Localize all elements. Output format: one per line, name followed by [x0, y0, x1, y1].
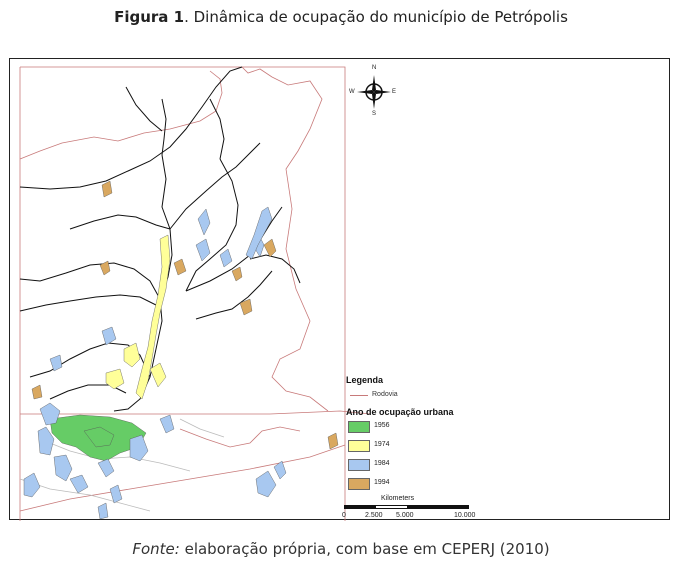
urban-1974 — [106, 369, 124, 389]
urban-1984 — [102, 327, 116, 345]
boundary-line — [20, 71, 222, 159]
legend-item-label: 1956 — [374, 422, 390, 429]
compass-west: W — [349, 89, 355, 95]
legend-item-label: 1994 — [374, 479, 390, 486]
urban-1984 — [256, 471, 276, 497]
legend-item — [346, 439, 496, 455]
scale-bar-graphic — [344, 505, 469, 509]
legend-swatch — [348, 478, 370, 490]
road-line — [250, 255, 300, 283]
urban-1984 — [98, 503, 108, 519]
road-line — [20, 295, 156, 311]
boundary-line — [20, 445, 345, 511]
legend-item — [346, 477, 496, 493]
road-line — [170, 143, 260, 229]
legend-item — [346, 420, 496, 436]
scale-tick: 5.000 — [396, 512, 414, 519]
road-line — [20, 263, 160, 299]
figure-title-text: . Dinâmica de ocupação do município de Petrópolis — [184, 8, 568, 26]
urban-1974 — [124, 343, 140, 367]
map-canvas — [10, 59, 671, 521]
compass-south: S — [372, 111, 377, 117]
legend-title: Legenda — [346, 375, 384, 385]
legend-subtitle: Ano de ocupação urbana — [346, 407, 454, 417]
road-line — [162, 99, 166, 155]
figure-caption — [0, 540, 682, 558]
legend-road-entry — [346, 391, 496, 401]
scale-segment — [345, 506, 376, 508]
legend-road-label: Rodovia — [372, 391, 398, 398]
figure-title — [0, 8, 682, 26]
scale-segment — [376, 506, 407, 508]
urban-1984 — [196, 239, 210, 261]
legend-swatch — [348, 421, 370, 433]
legend-item-label: 1974 — [374, 441, 390, 448]
legend-item-label: 1984 — [374, 460, 390, 467]
legend-swatch — [348, 440, 370, 452]
scale-tick: 2.500 — [365, 512, 383, 519]
urban-1994 — [328, 433, 338, 449]
boundary-line — [180, 427, 300, 447]
urban-1984 — [220, 249, 232, 267]
urban-1994 — [32, 385, 42, 399]
urban-1994 — [100, 261, 110, 275]
legend-item — [346, 458, 496, 474]
road-swatch — [350, 395, 368, 396]
road-line — [186, 159, 238, 291]
urban-1994 — [232, 267, 242, 281]
urban-1984 — [24, 473, 40, 497]
urban-1994 — [102, 181, 112, 197]
scale-tick: 10.000 — [454, 512, 476, 519]
road-line — [126, 87, 162, 131]
urban-1984 — [130, 435, 148, 461]
north-arrow — [349, 65, 397, 117]
urban-1984 — [160, 415, 174, 433]
map-legend — [346, 375, 496, 493]
urban-1994 — [174, 259, 186, 275]
compass-rose-icon — [353, 67, 395, 117]
urban-1984 — [70, 475, 88, 493]
urban-1984 — [54, 455, 72, 481]
road-line — [70, 215, 170, 229]
urban-1984 — [50, 355, 62, 371]
urban-1984 — [98, 459, 114, 477]
scale-segment — [407, 506, 468, 508]
river-line — [180, 419, 224, 437]
road-line — [196, 271, 272, 319]
compass-east: E — [392, 89, 397, 95]
legend-swatch — [348, 459, 370, 471]
caption-source-label: Fonte: — [132, 540, 180, 558]
boundary-line — [20, 67, 328, 411]
map-frame — [9, 58, 670, 520]
road-line — [20, 67, 242, 189]
figure-label: Figura 1 — [114, 8, 185, 26]
urban-1984 — [110, 485, 122, 503]
boundary-line — [20, 411, 370, 414]
scale-title: Kilometers — [381, 495, 415, 502]
urban-1984 — [198, 209, 210, 235]
boundary-line — [242, 67, 345, 521]
compass-north: N — [372, 65, 377, 71]
scale-tick: 0 — [342, 512, 346, 519]
caption-source-text: elaboração própria, com base em CEPERJ (2010) — [179, 540, 550, 558]
urban-1994 — [264, 239, 276, 257]
